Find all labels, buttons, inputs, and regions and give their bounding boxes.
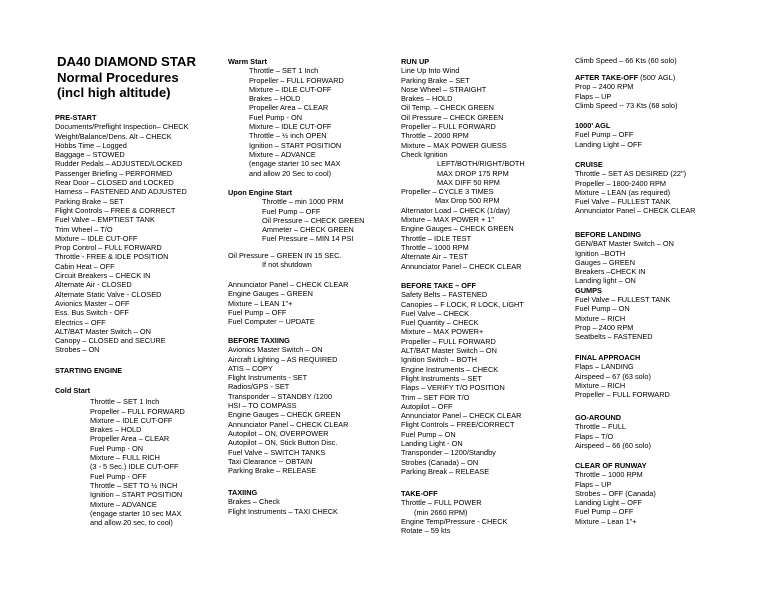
after-takeoff-heading bbox=[575, 73, 677, 82]
upon-start-list bbox=[228, 197, 364, 243]
checklist-item: Mixture – MAX POWER+ bbox=[401, 327, 484, 337]
checklist-item: Flaps – UP bbox=[575, 479, 612, 489]
checklist-item: (engage starter 10 sec MAX bbox=[249, 159, 341, 169]
before-takeoff-list bbox=[401, 290, 524, 476]
pre-start-list bbox=[55, 122, 188, 354]
checklist-item: Fuel Pump – OFF bbox=[575, 507, 634, 517]
checklist-item: Engine Gauges – GREEN bbox=[228, 289, 313, 299]
checklist-item: Throttle – min 1000 PRM bbox=[262, 197, 344, 207]
takeoff-heading: TAKE-OFF bbox=[401, 489, 438, 498]
after-takeoff-title: AFTER TAKE-OFF bbox=[575, 73, 639, 82]
column-1-lower bbox=[55, 366, 122, 375]
go-around-list bbox=[575, 422, 651, 450]
checklist-item: Throttle – FULL bbox=[575, 422, 627, 432]
checklist-item: Mixture – ADVANCE bbox=[249, 149, 316, 159]
checklist-item: Fuel Valve – EMPTIEST TANK bbox=[55, 215, 155, 225]
checklist-item: Throttle – SET TO ½ INCH bbox=[90, 480, 178, 490]
checklist-item: Oil Temp. – CHECK GREEN bbox=[401, 103, 494, 113]
checklist-item: Propeller – FULL FORWARD bbox=[401, 336, 496, 346]
checklist-item: Propeller – FULL FORWARD bbox=[401, 122, 496, 132]
checklist-item: MAX DIFF 50 RPM bbox=[437, 177, 500, 187]
checklist-item: Mixture – RICH bbox=[575, 313, 626, 323]
checklist-item: Flaps – T/O bbox=[575, 431, 614, 441]
warm-start-heading: Warm Start bbox=[228, 57, 267, 66]
checklist-item: Safety Belts – FASTENED bbox=[401, 290, 488, 300]
takeoff-throttle: Throttle – FULL POWER bbox=[401, 498, 482, 508]
cruise-block bbox=[575, 160, 695, 216]
checklist-item: ATIS – COPY bbox=[228, 363, 273, 373]
checklist-item: Mixture – IDLE CUT-OFF bbox=[55, 233, 138, 243]
run-up-list bbox=[401, 66, 525, 159]
checklist-item: Landing Light – OFF bbox=[575, 498, 642, 508]
checklist-item: Ammeter – CHECK GREEN bbox=[262, 225, 354, 235]
checklist-item: HSI – TO COMPASS bbox=[228, 401, 297, 411]
taxiing-list bbox=[228, 497, 338, 516]
oil-pressure-line: Oil Pressure – GREEN IN 15 SEC. bbox=[228, 251, 342, 260]
run-up-list-2 bbox=[401, 206, 525, 271]
checklist-item: Ignition – START POSITION bbox=[90, 490, 183, 500]
taxiing-heading: TAXIING bbox=[228, 488, 258, 497]
checklist-item: Flaps – VERIFY T/O POSITION bbox=[401, 383, 505, 393]
before-taxiing-list bbox=[228, 345, 348, 475]
checklist-item: Ignition – START POSITION bbox=[249, 140, 342, 150]
checklist-item: Fuel Pump - ON bbox=[249, 112, 303, 122]
checklist-item: Annunciator Panel – CHECK CLEAR bbox=[401, 411, 522, 421]
checklist-item: Propeller – FULL FORWARD bbox=[575, 390, 670, 400]
pre-start-heading: PRE-START bbox=[55, 113, 97, 122]
checklist-item: Parking Brake – RELEASE bbox=[228, 466, 317, 476]
annunciator-block bbox=[228, 280, 348, 326]
checklist-item: Seatbelts – FASTENED bbox=[575, 332, 653, 342]
checklist-item: Landing light – ON bbox=[575, 276, 636, 286]
checklist-item: Mixture – LEAN (as required) bbox=[575, 187, 671, 197]
checklist-item: Mixture – MAX POWER + 1" bbox=[401, 215, 494, 225]
checklist-item: Hobbs Time – Logged bbox=[55, 140, 127, 150]
checklist-item: Fuel Pump – OFF bbox=[575, 130, 634, 140]
column-4 bbox=[575, 56, 677, 65]
clear-of-runway-list bbox=[575, 470, 656, 526]
cold-start-block bbox=[55, 386, 185, 527]
checklist-item: and allow 20 sec. to cool) bbox=[90, 518, 173, 528]
title-line: DA40 DIAMOND STAR bbox=[57, 54, 196, 69]
title-line: Normal Procedures bbox=[57, 69, 179, 85]
checklist-item: Fuel Pump – ON bbox=[575, 304, 630, 314]
checklist-item: Flight Instruments – TAXI CHECK bbox=[228, 506, 338, 516]
checklist-item: Fuel Computer -- UPDATE bbox=[228, 317, 315, 327]
checklist-item: Fuel Quantity – CHECK bbox=[401, 318, 479, 328]
checklist-item: ALT/BAT Master Switch – ON bbox=[55, 326, 151, 336]
checklist-item: Documents/Preflight Inspection– CHECK bbox=[55, 122, 189, 132]
document-title bbox=[57, 54, 196, 101]
checklist-item: Fuel Valve – FULLEST TANK bbox=[575, 197, 671, 207]
checklist-item: Flight Controls – FREE & CORRECT bbox=[55, 205, 176, 215]
starting-engine-heading: STARTING ENGINE bbox=[55, 366, 123, 375]
checklist-item: Circuit Breakers – CHECK IN bbox=[55, 271, 151, 281]
checklist-item: Throttle – SET 1 Inch bbox=[249, 66, 319, 76]
before-landing-heading: BEFORE LANDING bbox=[575, 230, 642, 239]
column-2 bbox=[228, 57, 344, 178]
propeller-max-drop: Max Drop 500 RPM bbox=[435, 196, 500, 206]
checklist-item: MAX DROP 175 RPM bbox=[437, 168, 509, 178]
oil-pressure-block bbox=[228, 251, 341, 270]
checklist-item: Throttle - FREE & IDLE POSITION bbox=[55, 252, 169, 262]
checklist-item: Fuel Valve – FULLEST TANK bbox=[575, 295, 671, 305]
checklist-item: Fuel Pump – OFF bbox=[228, 307, 287, 317]
checklist-item: Alternate Air - CLOSED bbox=[55, 280, 132, 290]
oil-pressure-note: If not shutdown bbox=[262, 260, 312, 270]
checklist-item: Brakes – Check bbox=[228, 497, 280, 507]
title-line: (incl high altitude) bbox=[57, 85, 171, 100]
checklist-item: Baggage – STOWED bbox=[55, 150, 125, 160]
checklist-item: Rudder Pedals – ADJUSTED/LOCKED bbox=[55, 159, 183, 169]
climb-speed: Climb Speed – 66 Kts (60 solo) bbox=[575, 56, 677, 65]
before-landing-block bbox=[575, 230, 674, 342]
cold-start-list bbox=[55, 397, 185, 527]
before-taxi-block bbox=[228, 336, 348, 475]
checklist-item: Autopilot – ON, Stick Button Disc. bbox=[228, 438, 338, 448]
checklist-item: Electrics – OFF bbox=[55, 317, 106, 327]
checklist-item: Avionics Master Switch – ON bbox=[228, 345, 323, 355]
checklist-item: Strobes – OFF (Canada) bbox=[575, 488, 656, 498]
after-takeoff-agl: (500' AGL) bbox=[638, 73, 676, 82]
upon-start-block bbox=[228, 188, 364, 244]
agl-1000-block bbox=[575, 121, 642, 149]
checklist-item: Prop – 2400 RPM bbox=[575, 82, 634, 92]
checklist-item: Parking Brake – SET bbox=[55, 196, 124, 206]
after-takeoff-block bbox=[575, 73, 677, 110]
checklist-item: and allow 20 Sec to cool) bbox=[249, 168, 332, 178]
propeller-cycle: Propeller – CYCLE 3 TIMES bbox=[401, 187, 494, 197]
checklist-item: Passenger Briefing – PERFORMED bbox=[55, 168, 173, 178]
checklist-item: Climb Speed -- 73 Kts (68 solo) bbox=[575, 100, 678, 110]
agl-1000-list bbox=[575, 130, 642, 149]
takeoff-block bbox=[401, 489, 507, 535]
checklist-item: Annunciator Panel – CHECK CLEAR bbox=[228, 280, 349, 289]
clear-runway-block bbox=[575, 461, 656, 526]
before-landing-list bbox=[575, 239, 674, 285]
checklist-item: Alternate Air – TEST bbox=[401, 252, 468, 262]
checklist-item: Mixture – ADVANCE bbox=[90, 499, 157, 509]
checklist-item: Autopilot – ON, OVERPOWER bbox=[228, 428, 329, 438]
checklist-item: Fuel Pump – OFF bbox=[262, 206, 321, 216]
go-around-block bbox=[575, 413, 651, 450]
checklist-item: Fuel Valve – CHECK bbox=[401, 308, 470, 318]
column-1 bbox=[55, 113, 188, 355]
checklist-item: Throttle – SET AS DESIRED (22") bbox=[575, 169, 687, 179]
checklist-item: ALT/BAT Master Switch – ON bbox=[401, 346, 497, 356]
checklist-item: Oil Pressure – CHECK GREEN bbox=[401, 112, 504, 122]
cruise-heading: CRUISE bbox=[575, 160, 603, 169]
checklist-item: Alternate Static Valve - CLOSED bbox=[55, 289, 162, 299]
checklist-item: Rear Door – CLOSED and LOCKED bbox=[55, 178, 174, 188]
warm-start-list bbox=[228, 66, 344, 178]
checklist-item: Aircraft Lighting – AS REQUIRED bbox=[228, 354, 338, 364]
checklist-item: Flaps – UP bbox=[575, 91, 612, 101]
checklist-item: Brakes – HOLD bbox=[401, 94, 453, 104]
checklist-item: Line Up Into Wind bbox=[401, 66, 460, 76]
checklist-item: Annunciator Panel – CHECK CLEAR bbox=[228, 419, 349, 429]
upon-start-heading: Upon Engine Start bbox=[228, 188, 293, 197]
checklist-item: Transponder – STANDBY /1200 bbox=[228, 391, 332, 401]
checklist-item: Throttle – ½ inch OPEN bbox=[249, 131, 327, 141]
checklist-item: Alternator Load – CHECK (1/day) bbox=[401, 205, 510, 215]
checklist-item: Flight Controls – FREE/CORRECT bbox=[401, 420, 515, 430]
takeoff-list bbox=[401, 517, 507, 536]
checklist-item: Nose Wheel – STRAIGHT bbox=[401, 84, 487, 94]
checklist-item: Ignition –BOTH bbox=[575, 248, 626, 258]
checklist-item: Autopilot – OFF bbox=[401, 401, 453, 411]
checklist-item: Throttle – 1000 RPM bbox=[401, 242, 469, 252]
checklist-item: Flaps – LANDING bbox=[575, 362, 634, 372]
checklist-item: Propeller – FULL FORWARD bbox=[249, 75, 344, 85]
cruise-list bbox=[575, 169, 695, 215]
annunciator-list bbox=[228, 280, 348, 326]
checklist-item: Airspeed – 67 (63 solo) bbox=[575, 371, 651, 381]
taxiing-block bbox=[228, 488, 338, 516]
takeoff-min-rpm: (min 2660 RPM) bbox=[414, 507, 468, 517]
checklist-item: Throttle – SET 1 Inch bbox=[90, 397, 160, 407]
checklist-item: Weight/Balance/Dens. Alt – CHECK bbox=[55, 131, 172, 141]
column-3 bbox=[401, 57, 525, 271]
checklist-item: Strobes (Canada) – ON bbox=[401, 457, 479, 467]
checklist-item: Mixture – LEAN 1"+ bbox=[228, 298, 293, 308]
after-takeoff-list bbox=[575, 82, 677, 110]
checklist-item: Rotate – 59 kts bbox=[401, 526, 451, 536]
before-takeoff-block bbox=[401, 281, 524, 476]
checklist-item: Fuel Pump - ON bbox=[90, 443, 144, 453]
checklist-item: Engine Gauges – CHECK GREEN bbox=[228, 410, 341, 420]
checklist-item: Breakers –CHECK IN bbox=[575, 267, 646, 277]
checklist-item: Trim Wheel – T/O bbox=[55, 224, 113, 234]
clear-of-runway-heading: CLEAR OF RUNWAY bbox=[575, 461, 647, 470]
checklist-item: Trim – SET FOR T/O bbox=[401, 392, 470, 402]
checklist-item: Propeller – 1800-2400 RPM bbox=[575, 178, 667, 188]
checklist-item: Engine Instruments – CHECK bbox=[401, 364, 499, 374]
checklist-item: (3 - 5 Sec.) IDLE CUT-OFF bbox=[90, 462, 179, 472]
checklist-item: Parking Brake – SET bbox=[401, 75, 470, 85]
checklist-item: Propeller Area – CLEAR bbox=[90, 434, 170, 444]
checklist-item: GEN/BAT Master Switch – ON bbox=[575, 239, 674, 249]
checklist-item: Engine Gauges – CHECK GREEN bbox=[401, 224, 514, 234]
final-approach-heading: FINAL APPROACH bbox=[575, 353, 641, 362]
checklist-item: Fuel Valve – SWITCH TANKS bbox=[228, 447, 326, 457]
checklist-item: Harness – FASTENED AND ADJUSTED bbox=[55, 187, 187, 197]
checklist-item: Mixture – IDLE CUT-OFF bbox=[249, 122, 332, 132]
checklist-item: Landing Light – OFF bbox=[575, 139, 642, 149]
checklist-item: Throttle – 2000 RPM bbox=[401, 131, 469, 141]
checklist-item: Fuel Pump - OFF bbox=[90, 471, 147, 481]
checklist-item: Transponder – 1200/Standby bbox=[401, 448, 496, 458]
checklist-item: Parking Break – RELEASE bbox=[401, 466, 490, 476]
checklist-item: Canopy – CLOSED and SECURE bbox=[55, 336, 166, 346]
checklist-item: Mixture – IDLE CUT-OFF bbox=[249, 84, 332, 94]
checklist-item: Annunciator Panel – CHECK CLEAR bbox=[575, 206, 696, 216]
checklist-item: Radios/GPS - SET bbox=[228, 382, 290, 392]
checklist-item: Fuel Pump – ON bbox=[401, 429, 456, 439]
ignition-check-list bbox=[401, 159, 525, 187]
run-up-heading: RUN UP bbox=[401, 57, 430, 66]
checklist-item: Fuel Pressure – MIN 14 PSI bbox=[262, 234, 354, 244]
checklist-item: Propeller – FULL FORWARD bbox=[90, 406, 185, 416]
checklist-item: Brakes – HOLD bbox=[90, 425, 142, 435]
checklist-item: LEFT/BOTH/RIGHT/BOTH bbox=[437, 159, 525, 169]
checklist-item: Throttle – IDLE TEST bbox=[401, 233, 472, 243]
cold-start-heading: Cold Start bbox=[55, 386, 91, 395]
checklist-item: Canopies – F LOCK, R LOCK, LIGHT bbox=[401, 299, 524, 309]
checklist-item: Throttle – 1000 RPM bbox=[575, 470, 643, 480]
checklist-item: (engage starter 10 sec MAX bbox=[90, 508, 182, 518]
checklist-item: Flight Instruments - SET bbox=[228, 373, 308, 383]
agl-1000-heading: 1000' AGL bbox=[575, 121, 611, 130]
final-approach-list bbox=[575, 362, 670, 399]
checklist-item: Prop – 2400 RPM bbox=[575, 322, 634, 332]
checklist-item: Prop Control – FULL FORWARD bbox=[55, 243, 162, 253]
gumps-heading: GUMPS bbox=[575, 285, 602, 295]
checklist-item: Ess. Bus Switch - OFF bbox=[55, 308, 129, 318]
checklist-item: Brakes – HOLD bbox=[249, 94, 301, 104]
gumps-list bbox=[575, 295, 674, 341]
checklist-item: Engine Temp/Pressure - CHECK bbox=[401, 516, 508, 526]
checklist-item: Airspeed – 66 (60 solo) bbox=[575, 440, 651, 450]
checklist-item: Check Ignition bbox=[401, 149, 448, 159]
checklist-item: Avionics Master – OFF bbox=[55, 298, 130, 308]
checklist-item: Taxi Clearance -- OBTAIN bbox=[228, 456, 313, 466]
checklist-item: Annunciator Panel – CHECK CLEAR bbox=[401, 261, 522, 271]
checklist-item: Mixture – FULL RICH bbox=[90, 453, 160, 463]
checklist-item: Cabin Heat – OFF bbox=[55, 261, 115, 271]
go-around-heading: GO-AROUND bbox=[575, 413, 622, 422]
checklist-item: Mixture – RICH bbox=[575, 380, 626, 390]
checklist-item: Mixture – IDLE CUT-OFF bbox=[90, 415, 173, 425]
checklist-item: Oil Pressure – CHECK GREEN bbox=[262, 215, 365, 225]
before-takeoff-heading: BEFORE TAKE – OFF bbox=[401, 281, 476, 290]
checklist-item: Strobes – ON bbox=[55, 345, 100, 355]
checklist-item: Propeller Area – CLEAR bbox=[249, 103, 329, 113]
checklist-item: Flight Instruments – SET bbox=[401, 373, 482, 383]
checklist-item: Mixture – MAX POWER GUESS bbox=[401, 140, 507, 150]
checklist-item: Ignition Switch – BOTH bbox=[401, 355, 477, 365]
checklist-item: Gauges – GREEN bbox=[575, 257, 636, 267]
before-taxiing-heading: BEFORE TAXIING bbox=[228, 336, 290, 345]
final-approach-block bbox=[575, 353, 670, 399]
checklist-item: Landing Light - ON bbox=[401, 439, 463, 449]
checklist-item: Mixture – Lean 1"+ bbox=[575, 516, 637, 526]
